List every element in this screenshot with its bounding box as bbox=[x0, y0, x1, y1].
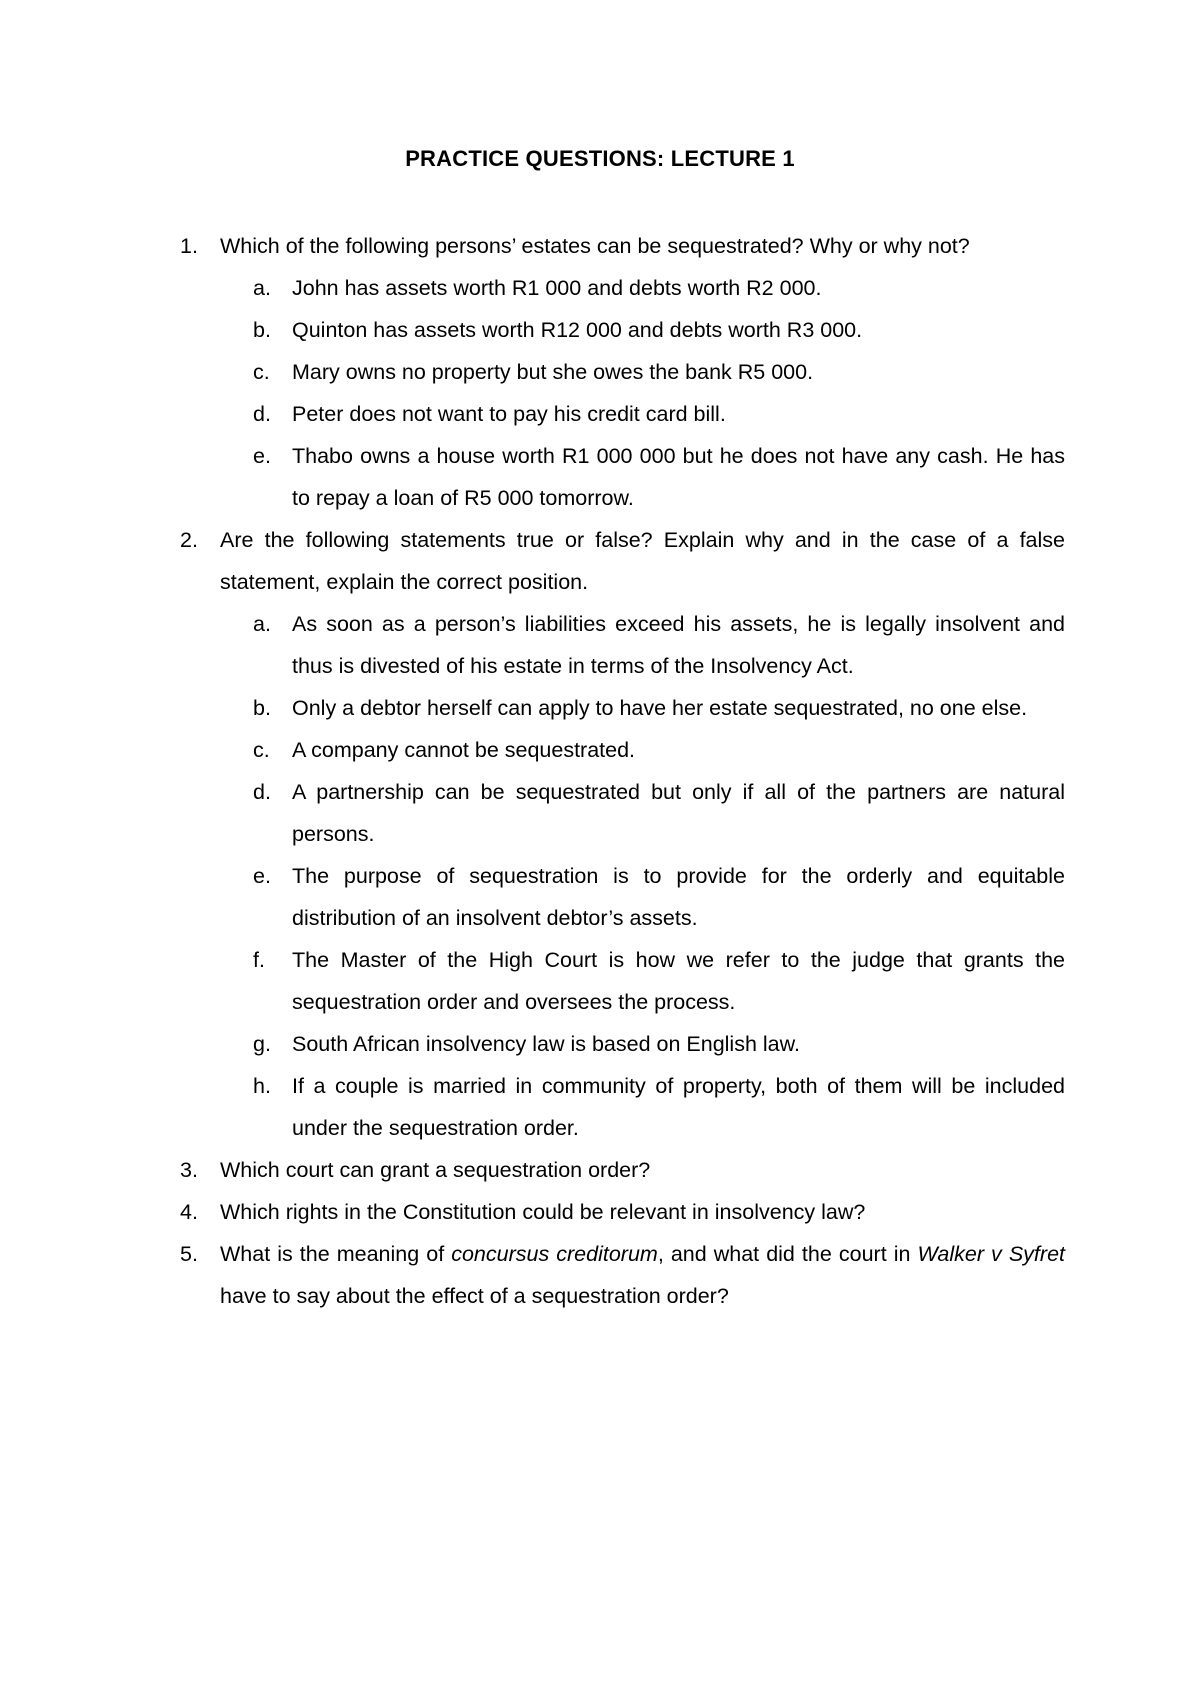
item-text: Quinton has assets worth R12 000 and debts worth R3 000. bbox=[292, 318, 863, 342]
item-letter: e. bbox=[253, 864, 271, 888]
question-5 bbox=[180, 1233, 1065, 1317]
latin-term: concursus creditorum bbox=[451, 1242, 658, 1266]
question-number: 4. bbox=[180, 1200, 198, 1224]
item-text: John has assets worth R1 000 and debts worth R2 000. bbox=[292, 276, 822, 300]
question-1-item-e bbox=[180, 435, 1065, 519]
item-text: As soon as a person’s liabilities exceed his assets, he is legally insolvent and thus is divested of his estate in terms of the Insolvency Act. bbox=[292, 612, 1065, 678]
item-text: Only a debtor herself can apply to have her estate sequestrated, no one else. bbox=[292, 696, 1028, 720]
question-2-item-c bbox=[180, 729, 1065, 771]
item-letter: h. bbox=[253, 1074, 271, 1098]
question-text-part: What is the meaning of bbox=[220, 1242, 452, 1266]
question-number: 5. bbox=[180, 1242, 198, 1266]
item-letter: g. bbox=[253, 1032, 271, 1056]
question-list bbox=[180, 225, 1065, 1317]
question-text bbox=[220, 1233, 1065, 1317]
question-2-item-b bbox=[180, 687, 1065, 729]
item-text: South African insolvency law is based on English law. bbox=[292, 1032, 800, 1056]
item-letter: e. bbox=[253, 444, 271, 468]
question-text: Which court can grant a sequestration order? bbox=[220, 1158, 651, 1182]
question-number: 1. bbox=[180, 234, 198, 258]
question-2-item-a bbox=[180, 603, 1065, 687]
item-letter: c. bbox=[253, 738, 270, 762]
question-text-part: have to say about the effect of a sequestration order? bbox=[220, 1284, 729, 1308]
item-text: The purpose of sequestration is to provide for the orderly and equitable distribution of an insolvent debtor’s assets. bbox=[292, 864, 1065, 930]
question-1-item-b bbox=[180, 309, 1065, 351]
case-name: Walker v Syfret bbox=[917, 1242, 1065, 1266]
item-text: If a couple is married in community of property, both of them will be included under the sequestration order. bbox=[292, 1074, 1065, 1140]
question-4 bbox=[180, 1191, 1065, 1233]
question-2-item-g bbox=[180, 1023, 1065, 1065]
item-text: Peter does not want to pay his credit card bill. bbox=[292, 402, 726, 426]
question-2 bbox=[180, 519, 1065, 603]
question-2-item-h bbox=[180, 1065, 1065, 1149]
question-1-item-a bbox=[180, 267, 1065, 309]
item-letter: c. bbox=[253, 360, 270, 384]
question-3 bbox=[180, 1149, 1065, 1191]
item-letter: a. bbox=[253, 276, 271, 300]
item-letter: a. bbox=[253, 612, 271, 636]
question-text: Which of the following persons’ estates can be sequestrated? Why or why not? bbox=[220, 234, 970, 258]
question-2-item-e bbox=[180, 855, 1065, 939]
question-text-part: , and what did the court in bbox=[657, 1242, 918, 1266]
item-letter: b. bbox=[253, 696, 271, 720]
question-text: Are the following statements true or false? Explain why and in the case of a false statement, explain the correct position. bbox=[220, 528, 1065, 594]
page-title: PRACTICE QUESTIONS: LECTURE 1 bbox=[405, 146, 795, 171]
item-letter: b. bbox=[253, 318, 271, 342]
item-letter: d. bbox=[253, 780, 271, 804]
item-text: A partnership can be sequestrated but only if all of the partners are natural persons. bbox=[292, 780, 1065, 846]
question-1 bbox=[180, 225, 1065, 267]
item-text: Mary owns no property but she owes the bank R5 000. bbox=[292, 360, 814, 384]
question-text: Which rights in the Constitution could be relevant in insolvency law? bbox=[220, 1200, 866, 1224]
question-1-item-c bbox=[180, 351, 1065, 393]
item-text: Thabo owns a house worth R1 000 000 but he does not have any cash. He has to repay a loan of R5 000 tomorrow. bbox=[292, 444, 1065, 510]
question-number: 2. bbox=[180, 528, 198, 552]
question-1-item-d bbox=[180, 393, 1065, 435]
question-number: 3. bbox=[180, 1158, 198, 1182]
question-2-item-f bbox=[180, 939, 1065, 1023]
item-text: A company cannot be sequestrated. bbox=[292, 738, 636, 762]
item-text: The Master of the High Court is how we refer to the judge that grants the sequestration order and oversees the process. bbox=[292, 948, 1065, 1014]
item-letter: f. bbox=[253, 948, 265, 972]
item-letter: d. bbox=[253, 402, 271, 426]
question-2-item-d bbox=[180, 771, 1065, 855]
